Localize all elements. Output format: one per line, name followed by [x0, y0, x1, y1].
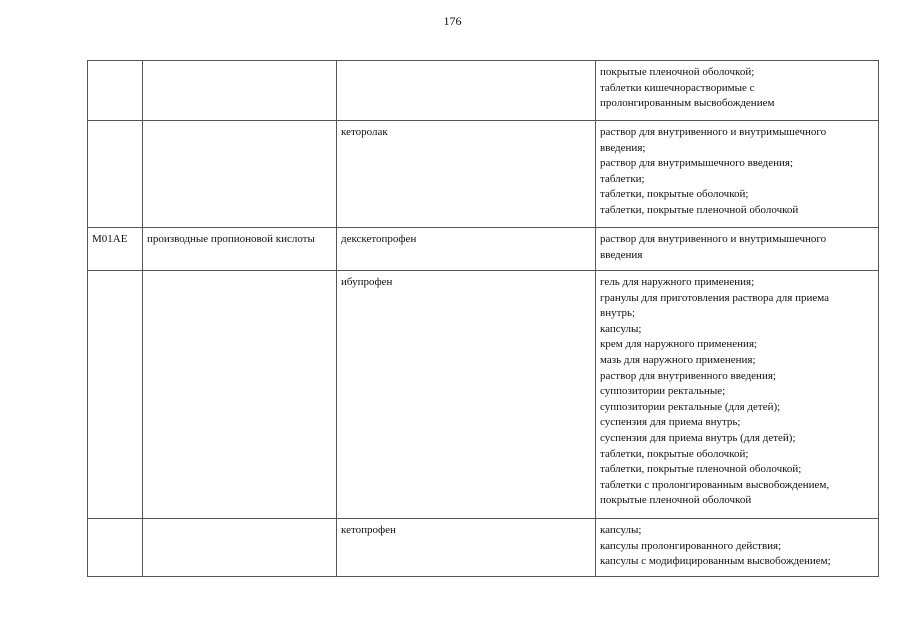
drug-name-cell: ибупрофен: [337, 271, 596, 519]
dosage-form: введения;: [600, 141, 646, 154]
dosage-form: таблетки, покрытые оболочкой;: [600, 188, 749, 201]
dosage-form: гранулы для приготовления раствора для приема: [600, 291, 829, 304]
dosage-forms-cell: [596, 271, 879, 519]
dosage-form: суспензия для приема внутрь (для детей);: [600, 431, 796, 444]
atc-code-cell: [88, 271, 143, 519]
dosage-form: раствор для внутривенного и внутримышечного: [600, 233, 827, 245]
dosage-form: пролонгированным высвобождением: [600, 97, 775, 110]
dosage-form: введения: [600, 248, 643, 261]
dosage-form: внутрь;: [600, 307, 636, 320]
drug-name-cell: [337, 61, 596, 121]
table-row: [88, 519, 879, 577]
table-row: [88, 61, 879, 121]
group-cell: [143, 271, 337, 519]
atc-code-cell: [88, 61, 143, 121]
dosage-form: таблетки, покрытые оболочкой;: [600, 447, 749, 460]
dosage-form: суспензия для приема внутрь;: [600, 416, 741, 429]
atc-code-cell: [88, 121, 143, 228]
group-cell: [143, 121, 337, 228]
dosage-form: таблетки, покрытые пленочной оболочкой: [600, 203, 799, 216]
dosage-form: капсулы с модифицированным высвобождением;: [600, 555, 831, 568]
group-cell: производные пропионовой кислоты: [143, 228, 337, 271]
dosage-forms-cell: [596, 61, 879, 121]
dosage-form: таблетки с пролонгированным высвобождением,: [600, 478, 830, 491]
drug-table: [87, 60, 879, 577]
table-row: [88, 121, 879, 228]
group-cell: [143, 519, 337, 577]
atc-code-cell: M01AE: [88, 228, 143, 271]
dosage-form: покрытые пленочной оболочкой;: [600, 66, 755, 78]
dosage-form: таблетки;: [600, 172, 645, 185]
drug-name-cell: кеторолак: [337, 121, 596, 228]
drug-name-cell: декскетопрофен: [337, 228, 596, 271]
dosage-form: крем для наружного применения;: [600, 338, 758, 351]
drug-name-cell: кетопрофен: [337, 519, 596, 577]
dosage-forms-cell: [596, 121, 879, 228]
dosage-form: таблетки, покрытые пленочной оболочкой;: [600, 463, 802, 476]
table-row: [88, 271, 879, 519]
dosage-form: капсулы;: [600, 322, 642, 335]
dosage-form: капсулы пролонгированного действия;: [600, 539, 782, 552]
dosage-form: покрытые пленочной оболочкой: [600, 494, 752, 507]
dosage-forms-cell: [596, 228, 879, 271]
dosage-form: таблетки кишечнорастворимые с: [600, 81, 755, 94]
dosage-forms-cell: [596, 519, 879, 577]
dosage-form: суппозитории ректальные;: [600, 385, 726, 398]
atc-code-cell: [88, 519, 143, 577]
page-number: 176: [443, 14, 462, 28]
group-cell: [143, 61, 337, 121]
dosage-form: раствор для внутривенного и внутримышечного: [600, 126, 827, 138]
dosage-form: гель для наружного применения;: [600, 276, 755, 288]
dosage-form: капсулы;: [600, 524, 642, 536]
dosage-form: раствор для внутривенного введения;: [600, 369, 776, 382]
dosage-form: раствор для внутримышечного введения;: [600, 157, 794, 170]
dosage-form: мазь для наружного применения;: [600, 353, 756, 366]
dosage-form: суппозитории ректальные (для детей);: [600, 400, 781, 413]
table-row: [88, 228, 879, 271]
